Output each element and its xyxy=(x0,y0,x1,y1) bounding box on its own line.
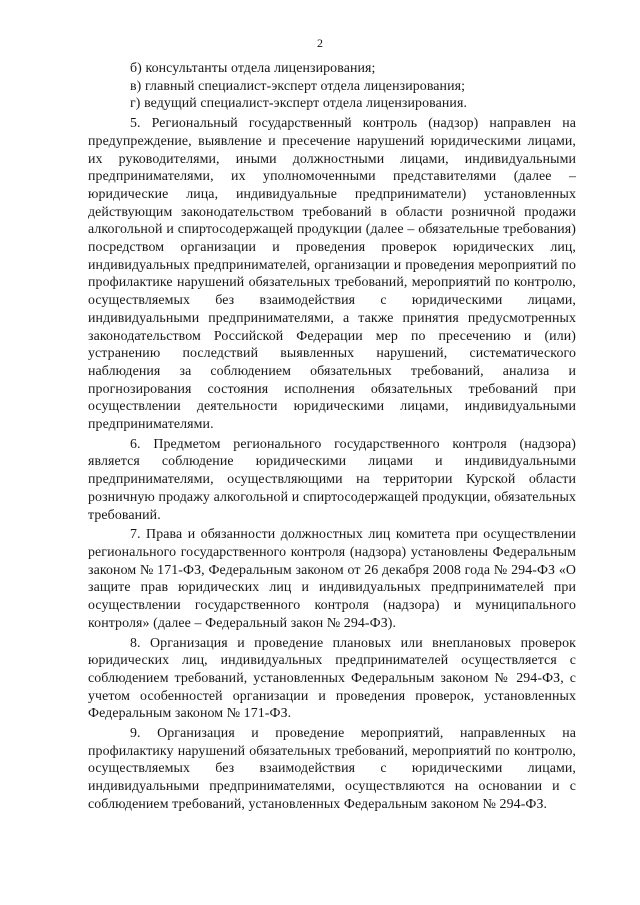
list-item-g: г) ведущий специалист-эксперт отдела лицензирования. xyxy=(130,96,468,112)
paragraph-6: 6. Предметом регионального государственного контроля (надзора) является соблюдение юридическими лицами и индивидуальными предпринимателями, осуществляющими на территории Курской области розничную продажу алкогольной и спиртосодержащей продукции, обязательных требований. xyxy=(88,436,576,523)
list-item-v: в) главный специалист-эксперт отдела лицензирования; xyxy=(130,78,466,94)
paragraph-9: 9. Организация и проведение мероприятий, направленных на профилактику нарушений обязательных требований, мероприятий по контролю, осуществляемых без взаимодействия с юридическими лицами, индивидуальными предпринимателями, осуществляются на основании и с соблюдением требований, установленных Федеральным законом № 294-ФЗ. xyxy=(88,726,576,812)
document-body xyxy=(88,60,576,814)
paragraph-8: 8. Организация и проведение плановых или внеплановых проверок юридических лиц, индивидуальных предпринимателей осуществляется с соблюдением требований, установленных Федеральным законом № 294-ФЗ, с учетом особенностей организации и проведения проверок, установленных Федеральным законом № 171-ФЗ. xyxy=(88,635,576,722)
paragraph-5: 5. Региональный государственный контроль (надзор) направлен на предупреждение, выявление и пресечение нарушений юридическими лицами, их руководителями, иными должностными лицами, индивидуальными предпринимателями, их уполномоченными представителями (далее – юридические лица, индивидуальные предприниматели) установленных действующим законодательством требований в области розничной продажи алкогольной и спиртосодержащей продукции (далее – обязательные требования) посредством организации и проведения проверок юридических лиц, индивидуальных предпринимателей, организации и проведения мероприятий по профилактике нарушений обязательных требований, мероприятий по контролю, осуществляемых без взаимодействия с юридическими лицами, индивидуальными предпринимателями, а также принятия предусмотренных законодательством Российской Федерации мер по пресечению и (или) устранению последствий выявленных нарушений, систематического наблюдения за соблюдением обязательных требований, анализа и прогнозирования состояния исполнения обязательных требований при осуществлении деятельности юридическими лицами, индивидуальными предпринимателями. xyxy=(88,116,576,433)
page-number: 2 xyxy=(317,36,323,50)
list-item-b: б) консультанты отдела лицензирования; xyxy=(130,61,376,76)
paragraph-7: 7. Права и обязанности должностных лиц комитета при осуществлении регионального государственного контроля (надзора) установлены Федеральным законом № 171-ФЗ, Федеральным законом от 26 декабря 2008 года № 294-ФЗ «О защите прав юридических лиц и индивидуальных предпринимателей при осуществлении государственного контроля (надзора) и муниципального контроля» (далее – Федеральный закон № 294-ФЗ). xyxy=(88,527,576,631)
